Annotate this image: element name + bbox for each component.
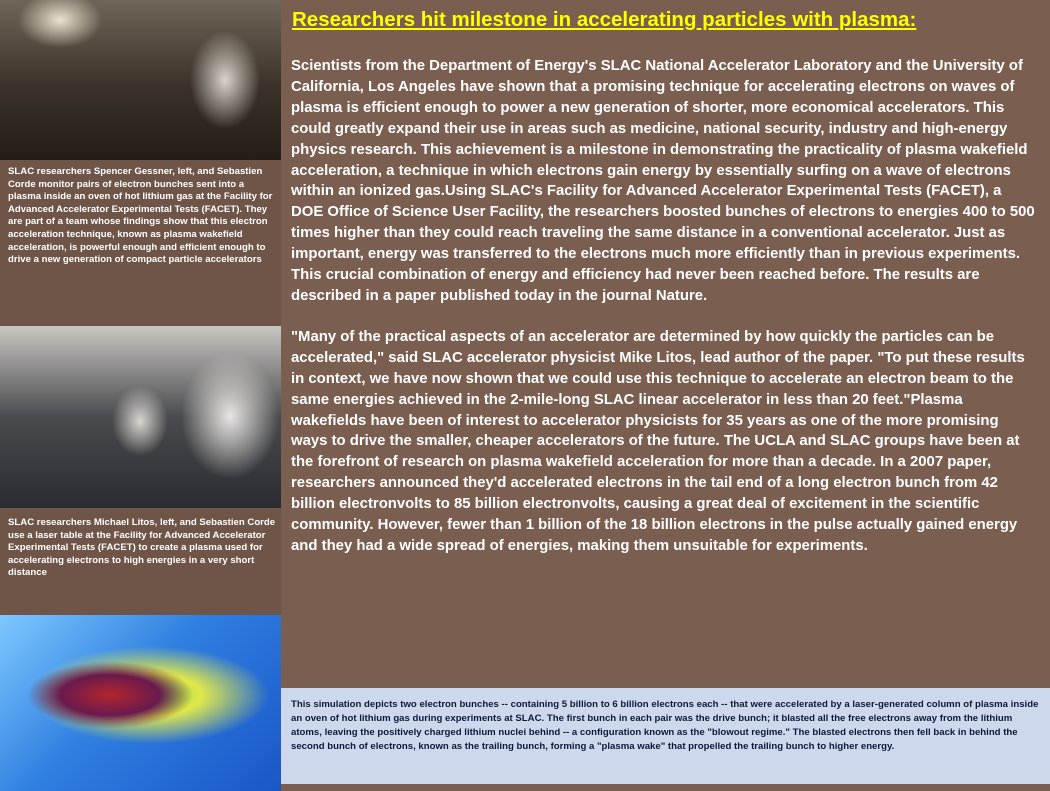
plasma-simulation-image [0, 615, 281, 791]
photo1-caption: SLAC researchers Spencer Gessner, left, and Sebastien Corde monitor pairs of electron bunches sent into a plasma inside an oven of hot lithium gas at the Facility for Advanced Accelerator Experimental Tests (FACET). They are part of a team whose findings show that this electron acceleration technique, known as plasma wakefield acceleration, is powerful enough and efficient enough to drive a new generation of compact particle accelerators [8, 166, 273, 266]
photo2-caption: SLAC researchers Michael Litos, left, and Sebastien Corde use a laser table at the Facility for Advanced Accelerator Experimental Tests (FACET) to create a plasma used for accelerating electrons to high energies in a very short distance [8, 517, 276, 579]
article-body [291, 56, 1035, 557]
headline [292, 8, 916, 32]
headline-text: Researchers hit milestone in accelerating particles with plasma [292, 8, 910, 31]
headline-colon: : [909, 8, 917, 31]
lab-photo-researchers-monitoring [0, 0, 281, 160]
simulation-caption: This simulation depicts two electron bunches -- containing 5 billion to 6 billion electrons each -- that were accelerated by a laser-generated column of plasma inside an oven of hot lithium gas during experiments at SLAC. The first bunch in each pair was the drive bunch; it blasted all the free electrons away from the lithium atoms, leaving the positively charged lithium nuclei behind -- a configuration known as the "blowout regime." The blasted electrons then fell back in behind the second bunch of electrons, known as the trailing bunch, forming a "plasma wake" that propelled the trailing bunch to higher energy. [281, 688, 1050, 784]
left-column [0, 0, 281, 791]
laser-table-photo [0, 326, 281, 508]
paragraph: "Many of the practical aspects of an accelerator are determined by how quickly the particles can be accelerated," said SLAC accelerator physicist Mike Litos, lead author of the paper. "To put these results in context, we have now shown that we could use this technique to accelerate an electron beam to the same energies achieved in the 2-mile-long SLAC linear accelerator in less than 20 feet."Plasma wakefields have been of interest to accelerator physicists for 35 years as one of the more promising ways to drive the smaller, cheaper accelerators of the future. The UCLA and SLAC groups have been at the forefront of research on plasma wakefield acceleration for more than a decade. In a 2007 paper, researchers announced they'd accelerated electrons in the tail end of a long electron bunch from 42 billion electronvolts to 85 billion electronvolts, causing a great deal of excitement in the scientific community. However, fewer than 1 billion of the 18 billion electrons in the pulse actually gained energy and they had a wide spread of energies, making them unsuitable for experiments. [291, 328, 1025, 554]
paragraph: Scientists from the Department of Energy's SLAC National Accelerator Laboratory and the University of California, Los Angeles have shown that a promising technique for accelerating electrons on waves of plasma is efficient enough to power a new generation of shorter, more economical accelerators. This could greatly expand their use in areas such as medicine, national security, industry and high-energy physics research. This achievement is a milestone in demonstrating the practicality of plasma wakefield acceleration, a technique in which electrons gain energy by essentially surfing on a wave of electrons within an ionized gas.Using SLAC's Facility for Advanced Accelerator Experimental Tests (FACET), a DOE Office of Science User Facility, the researchers boosted bunches of electrons to energies 400 to 500 times higher than they could reach traveling the same distance in a conventional accelerator. Just as important, energy was transferred to the electrons much more efficiently than in previous experiments. This crucial combination of energy and efficiency had never been reached before. The results are described in a paper published today in the journal Nature. [291, 58, 1035, 304]
